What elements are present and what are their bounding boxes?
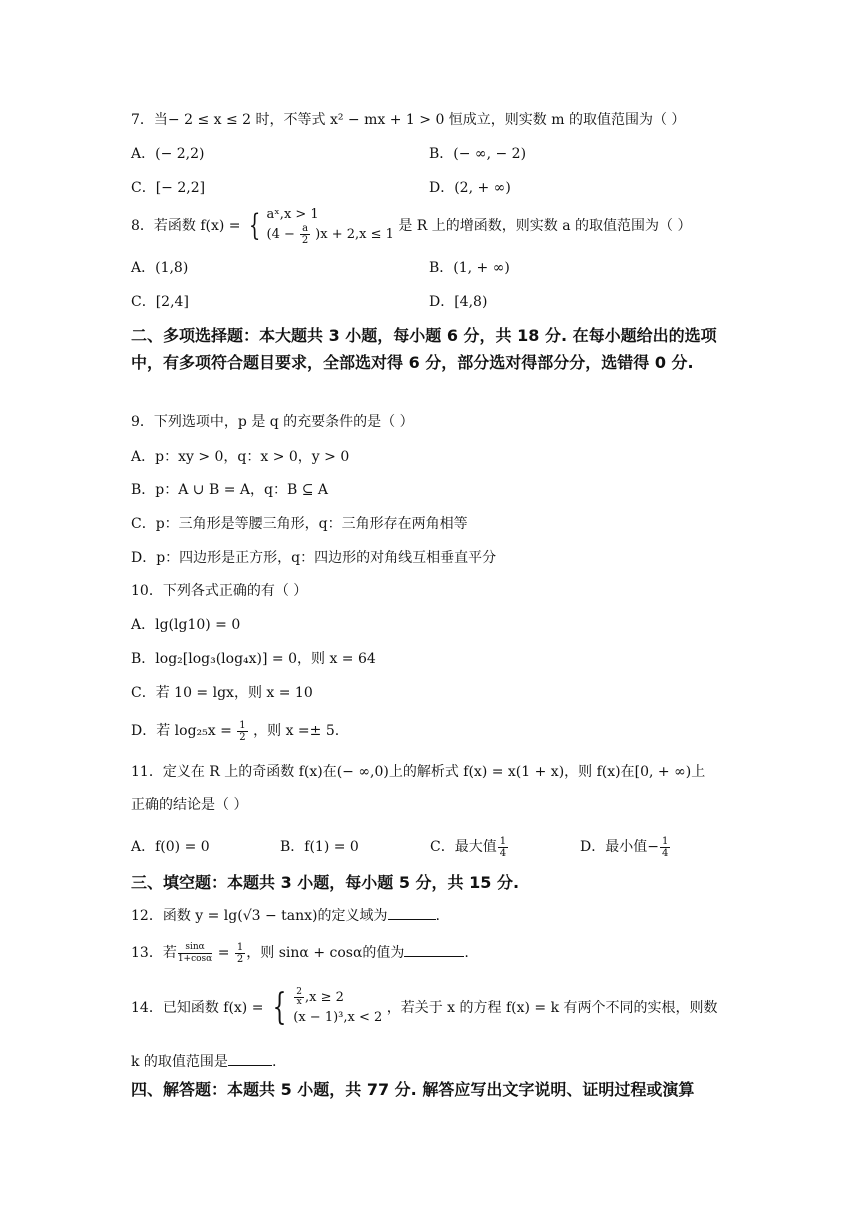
question-9-option-a: A．p：xy > 0，q：x > 0，y > 0	[131, 449, 350, 465]
fraction-numerator: a	[302, 223, 309, 234]
option-c-label: C．最大值	[430, 839, 497, 855]
question-13-middle: ，则 sinα + cosα的值为	[246, 945, 405, 961]
question-7-option-d: D．(2, + ∞)	[429, 180, 511, 196]
piecewise-cases	[267, 206, 394, 246]
option-d-part-b: ，则 x =± 5.	[253, 723, 340, 739]
piecewise-case-1: aˣ,x > 1	[266, 207, 319, 222]
case2-part-b: )x + 2,x ≤ 1	[315, 227, 394, 242]
fraction	[294, 988, 304, 1007]
fraction-denominator: 2	[239, 731, 246, 743]
question-7-stem: 7．当− 2 ≤ x ≤ 2 时，不等式 x² − mx + 1 > 0 恒成立，则实数 m 的取值范围为（ ）	[131, 112, 686, 128]
question-9-stem: 9．下列选项中，p 是 q 的充要条件的是（ ）	[131, 414, 414, 430]
question-7-option-a: A．(− 2,2)	[131, 146, 205, 162]
equals-sign: =	[217, 945, 230, 961]
question-14-line-2-text: k 的取值范围是	[131, 1054, 228, 1070]
fraction-denominator: 1+cosα	[177, 953, 213, 964]
piecewise-case-1	[293, 988, 382, 1008]
fraction-numerator: 1	[661, 835, 669, 847]
question-14-prefix: 14．已知函数 f(x) =	[131, 1000, 264, 1016]
fraction-denominator: 4	[661, 847, 669, 859]
piecewise-cases	[293, 988, 382, 1028]
question-13-period: .	[464, 945, 469, 961]
option-d-part-a: D．若 log₂₅x =	[131, 723, 232, 739]
fraction-denominator: 2	[236, 953, 244, 965]
question-8-stem-prefix: 8．若函数 f(x) =	[131, 218, 241, 234]
answer-blank	[388, 907, 436, 920]
fraction-denominator: 4	[499, 847, 507, 859]
question-8-option-c: C．[2,4]	[131, 294, 189, 310]
question-12-text: 12．函数 y = lg(√3 − tanx)的定义域为	[131, 908, 388, 924]
fraction	[237, 720, 247, 743]
question-10-option-c: C．若 10 = lgx，则 x = 10	[131, 685, 313, 701]
left-brace-icon: {	[248, 208, 261, 243]
option-d-label: D．最小值−	[580, 839, 659, 855]
fraction-numerator: 1	[236, 941, 244, 953]
question-8-option-a: A．(1,8)	[131, 260, 189, 276]
question-11-option-c	[430, 832, 509, 862]
question-9-option-c: C．p：三角形是等腰三角形，q：三角形存在两角相等	[131, 516, 468, 532]
question-10-option-a: A．lg(lg10) = 0	[131, 617, 241, 633]
fraction	[178, 942, 212, 965]
piecewise-case-2	[267, 223, 394, 246]
fraction	[660, 836, 670, 859]
fraction-numerator: 2	[296, 987, 302, 997]
left-brace-icon: {	[272, 987, 287, 1028]
piecewise-case-2: (x − 1)³,x < 2	[293, 1010, 383, 1025]
section-2-heading: 二、多项选择题：本大题共 3 小题，每小题 6 分，共 18 分. 在每小题给出的选项中，有多项符合题目要求，全部选对得 6 分，部分选对得部分分，选错得 0 分.	[131, 326, 717, 372]
fraction	[300, 223, 310, 246]
question-12-period: .	[435, 908, 440, 924]
question-14-line-2	[131, 1052, 276, 1072]
question-11-stem-line-1: 11．定义在 R 上的奇函数 f(x)在(− ∞,0)上的解析式 f(x) = x(1 + x)，则 f(x)在[0, + ∞)上	[131, 764, 706, 780]
question-10-option-b: B．log₂[log₃(log₄x)] = 0，则 x = 64	[131, 651, 376, 667]
fraction-numerator: 1	[239, 719, 246, 731]
fraction-denominator: x	[296, 997, 302, 1007]
section-3-heading: 三、填空题：本题共 3 小题，每小题 5 分，共 15 分.	[131, 873, 520, 892]
fraction	[235, 942, 245, 965]
question-13-prefix: 13．若	[131, 945, 177, 961]
fraction-numerator: sinα	[178, 942, 212, 954]
question-11-option-d	[580, 832, 671, 862]
question-11-stem-line-2: 正确的结论是（ ）	[131, 797, 248, 813]
question-11-option-a: A．f(0) = 0	[131, 839, 210, 855]
answer-blank	[404, 944, 464, 957]
question-10-stem: 10．下列各式正确的有（ ）	[131, 583, 308, 599]
question-9-option-d: D．p：四边形是正方形，q：四边形的对角线互相垂直平分	[131, 550, 497, 566]
fraction-denominator: 2	[301, 235, 309, 246]
question-8-stem	[131, 204, 692, 248]
question-10-option-d	[131, 716, 339, 746]
fraction-numerator: 1	[499, 835, 507, 847]
case-1-condition: ,x ≥ 2	[305, 990, 344, 1005]
answer-blank	[228, 1053, 272, 1066]
question-8-option-d: D．[4,8)	[429, 294, 488, 310]
case2-part-a: (4 −	[266, 227, 295, 242]
question-8-stem-suffix: 是 R 上的增函数，则实数 a 的取值范围为（ ）	[398, 218, 692, 234]
question-8-option-b: B．(1, + ∞)	[429, 260, 510, 276]
question-12-stem	[131, 906, 440, 926]
question-14-period: .	[271, 1054, 277, 1070]
question-13-stem	[131, 938, 469, 968]
question-14-stem	[131, 984, 718, 1032]
question-14-suffix: ，若关于 x 的方程 f(x) = k 有两个不同的实根，则数	[386, 1000, 718, 1016]
question-7-option-c: C．[− 2,2]	[131, 180, 206, 196]
question-9-option-b: B．p：A ∪ B = A，q：B ⊆ A	[131, 482, 329, 498]
fraction	[498, 836, 508, 859]
question-11-option-b: B．f(1) = 0	[280, 839, 359, 855]
section-4-heading: 四、解答题：本题共 5 小题，共 77 分. 解答应写出文字说明、证明过程或演算	[131, 1080, 695, 1099]
question-7-option-b: B．(− ∞, − 2)	[429, 146, 527, 162]
